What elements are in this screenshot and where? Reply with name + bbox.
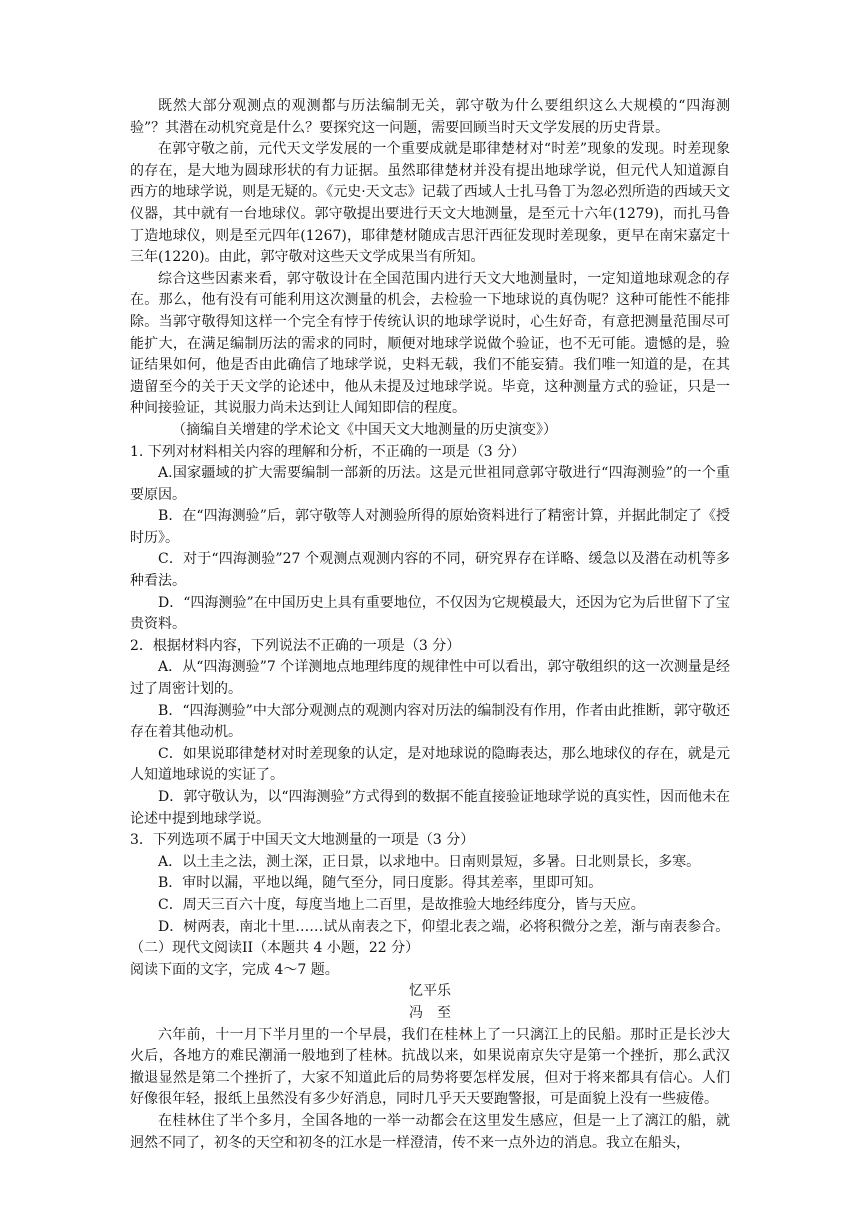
question-option: A．以土圭之法，测土深，正日景，以求地中。日南则景短，多暑。日北则景长，多寒。	[158, 853, 701, 870]
question-stem: 2．根据材料内容，下列说法不正确的一项是（3 分）	[130, 637, 461, 654]
passage-source: （摘编自关增建的学术论文《中国天文大地测量的历史演变》）	[172, 421, 557, 438]
section-heading: （二）现代文阅读II（本题共 4 小题，22 分）	[130, 940, 420, 957]
passage-paragraph: 在郭守敬之前，元代天文学发展的一个重要成就是耶律楚材对“时差”现象的发现。时差现象的存在，是大地为圆球形状的有力证据。虽然耶律楚材并没有提出地球学说，但元代人知道源自西方的地球学说，则是无疑的。《元史·天文志》记载了西域人士扎马鲁丁为忽必烈所造的西域天文仪器，其中就有一台地球仪。郭守敬提出要进行天文大地测量，是至元十六年(1279)，而扎马鲁丁造地球仪，则是至元四年(1267)，耶律楚材随成吉思汗西征发现时差现象，更早在南宋嘉定十三年(1220)。由此，郭守敬对这些天文学成果当有所知。	[130, 141, 730, 266]
question-option: B．审时以漏，平地以绳，随气至分，同日度影。得其差率，里即可知。	[158, 875, 603, 892]
question-option: D．郭守敬认为，以“四海测验”方式得到的数据不能直接验证地球学说的真实性，因而他未在论述中提到地球学说。	[130, 789, 730, 827]
question-option: C．周天三百六十度，每度当地上二百里，是故推验大地经纬度分，皆与天应。	[158, 896, 645, 913]
question-option: D．“四海测验”在中国历史上具有重要地位，不仅因为它规模最大，还因为它为后世留下了宝贵资料。	[130, 594, 730, 633]
question-option: A.国家疆域的扩大需要编制一部新的历法。这是元世祖同意郭守敬进行“四海测验”的一个重要原因。	[130, 465, 730, 503]
question-option: B．在“四海测验”后，郭守敬等人对测验所得的原始资料进行了精密计算，并据此制定了《授时历》。	[130, 508, 730, 546]
passage-paragraph: 既然大部分观测点的观测都与历法编制无关，郭守敬为什么要组织这么大规模的“四海测验”？其潜在动机究竟是什么？要探究这一问题，需要回顾当时天文学发展的历史背景。	[130, 98, 730, 136]
article-paragraph: 六年前，十一月下半月里的一个早晨，我们在桂林上了一只漓江上的民船。那时正是长沙大火后，各地方的难民潮涌一般地到了桂林。抗战以来，如果说南京失守是第一个挫折，那么武汉撤退显然是第二个挫折了，大家不知道此后的局势将要怎样发展，但对于将来都具有信心。人们好像很年轻，报纸上虽然没有多少好消息，同时几乎天天要跑警报，可是面貌上没有一些疲倦。	[130, 1026, 730, 1108]
question-option: B．“四海测验”中大部分观测点的观测内容对历法的编制没有作用，作者由此推断，郭守敬还存在着其他动机。	[130, 702, 730, 741]
article-paragraph: 在桂林住了半个多月，全国各地的一举一动都会在这里发生感应，但是一上了漓江的船，就迥然不同了，初冬的天空和初冬的江水是一样澄清，传不来一点外边的消息。我立在船头，	[130, 1112, 730, 1151]
question-option: D．树两表，南北十里……试从南表之下，仰望北表之端，必将积微分之差，渐与南表参合。	[158, 918, 730, 935]
question-stem: 3．下列选项不属于中国天文大地测量的一项是（3 分）	[130, 832, 475, 849]
question-stem: 1. 下列对材料相关内容的理解和分析，不正确的一项是（3 分）	[130, 443, 526, 460]
question-option: C．对于“四海测验”27 个观测点观测内容的不同，研究界存在详略、缓急以及潜在动机等多种看法。	[130, 551, 730, 590]
passage-paragraph: 综合这些因素来看，郭守敬设计在全国范围内进行天文大地测量时，一定知道地球观念的存在。那么，他有没有可能利用这次测量的机会，去检验一下地球说的真伪呢？这种可能性不能排除。当郭守敬得知这样一个完全有悖于传统认识的地球学说时，心生好奇，有意把测量范围尽可能扩大，在满足编制历法的需求的同时，顺便对地球学说做个验证，也不无可能。遗憾的是，验证结果如何，他是否由此确信了地球学说，史料无载，我们不能妄猜。我们唯一知道的是，在其遗留至今的关于天文学的论述中，他从未提及过地球学说。毕竟，这种测量方式的验证，只是一种间接验证，其说服力尚未达到让人闻知即信的程度。	[130, 270, 730, 417]
article-title: 忆平乐	[409, 983, 451, 1000]
question-option: C．如果说耶律楚材对时差现象的认定，是对地球说的隐晦表达，那么地球仪的存在，就是元人知道地球说的实证了。	[130, 745, 730, 784]
article-author: 冯至	[409, 1004, 465, 1021]
question-option: A．从“四海测验”7 个详测地点地理纬度的规律性中可以看出，郭守敬组织的这一次测量是经过了周密计划的。	[130, 659, 730, 698]
document-page	[130, 96, 730, 1154]
section-instruction: 阅读下面的文字，完成 4～7 题。	[130, 961, 339, 978]
